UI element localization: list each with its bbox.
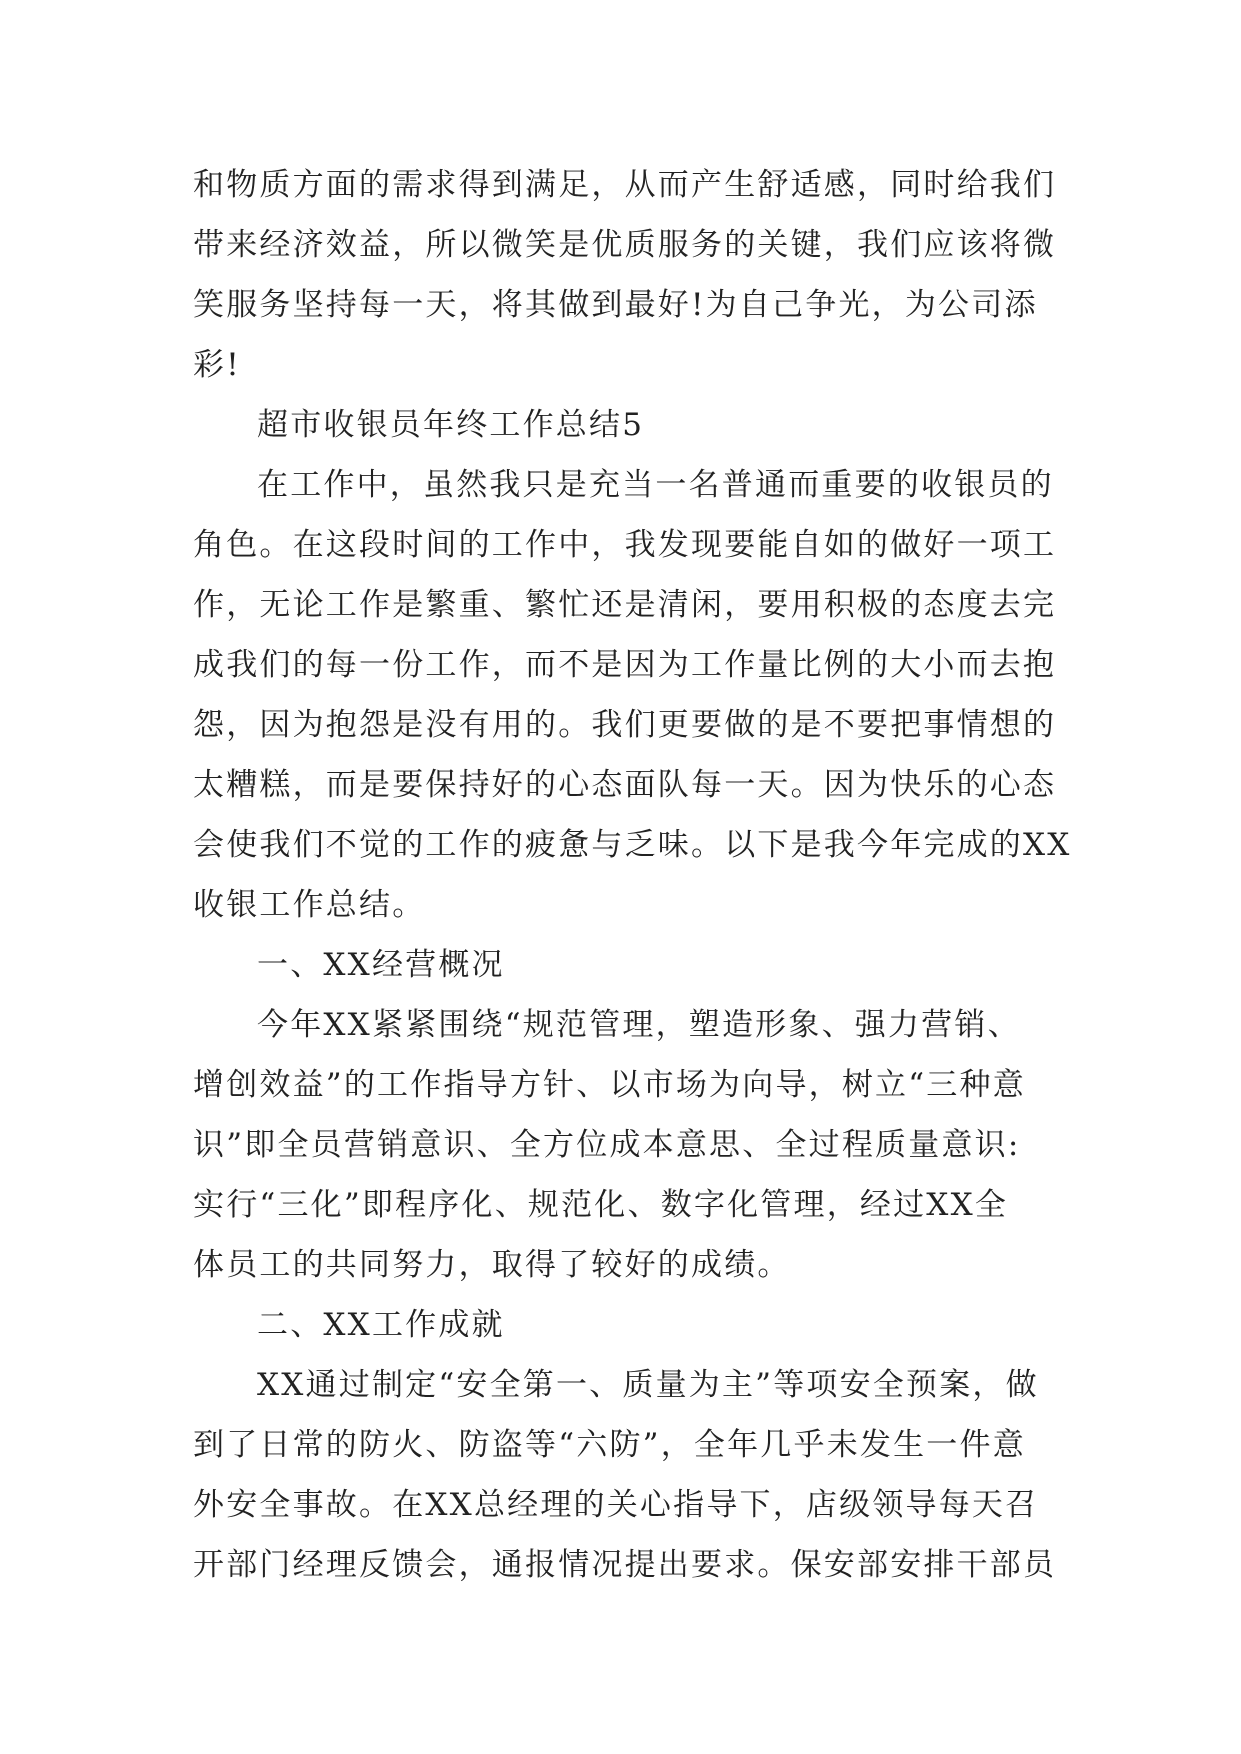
text-line: 怨，因为抱怨是没有用的。我们更要做的是不要把事情想的 xyxy=(193,707,1057,743)
text-line: 太糟糕，而是要保持好的心态面队每一天。因为快乐的心态 xyxy=(193,767,1057,803)
document-body xyxy=(193,155,1072,1595)
text-line: 在工作中，虽然我只是充当一名普通而重要的收银员的 xyxy=(257,467,1054,503)
text-line: 成我们的每一份工作，而不是因为工作量比例的大小而去抱 xyxy=(193,647,1057,683)
text-line: 和物质方面的需求得到满足，从而产生舒适感，同时给我们 xyxy=(193,167,1057,203)
text-line: 外安全事故。在XX总经理的关心指导下，店级领导每天召 xyxy=(193,1487,1039,1523)
text-line: 二、XX工作成就 xyxy=(257,1307,505,1343)
text-line: 超市收银员年终工作总结5 xyxy=(257,407,645,443)
text-line: 会使我们不觉的工作的疲惫与乏味。以下是我今年完成的XX xyxy=(193,827,1072,863)
text-line: 今年XX紧紧围绕“规范管理，塑造形象、强力营销、 xyxy=(257,1007,1021,1043)
text-line: 彩! xyxy=(193,347,241,383)
text-line: 笑服务坚持每一天，将其做到最好!为自己争光，为公司添 xyxy=(193,287,1038,323)
text-line: 角色。在这段时间的工作中，我发现要能自如的做好一项工 xyxy=(193,527,1057,563)
text-line: 增创效益”的工作指导方针、以市场为向导，树立“三种意 xyxy=(193,1067,1026,1103)
text-line: 一、XX经营概况 xyxy=(257,947,505,983)
text-line: 到了日常的防火、防盗等“六防”，全年几乎未发生一件意 xyxy=(193,1427,1026,1463)
text-line: 实行“三化”即程序化、规范化、数字化管理，经过XX全 xyxy=(193,1187,1009,1223)
text-line: 开部门经理反馈会，通报情况提出要求。保安部安排干部员 xyxy=(193,1547,1057,1583)
text-line: 带来经济效益，所以微笑是优质服务的关键，我们应该将微 xyxy=(193,227,1057,263)
text-line: XX通过制定“安全第一、质量为主”等项安全预案，做 xyxy=(257,1367,1039,1403)
text-line: 收银工作总结。 xyxy=(193,887,426,923)
text-line: 体员工的共同努力，取得了较好的成绩。 xyxy=(193,1247,791,1283)
text-line: 作，无论工作是繁重、繁忙还是清闲，要用积极的态度去完 xyxy=(193,587,1057,623)
text-line: 识”即全员营销意识、全方位成本意思、全过程质量意识: xyxy=(193,1127,1021,1163)
